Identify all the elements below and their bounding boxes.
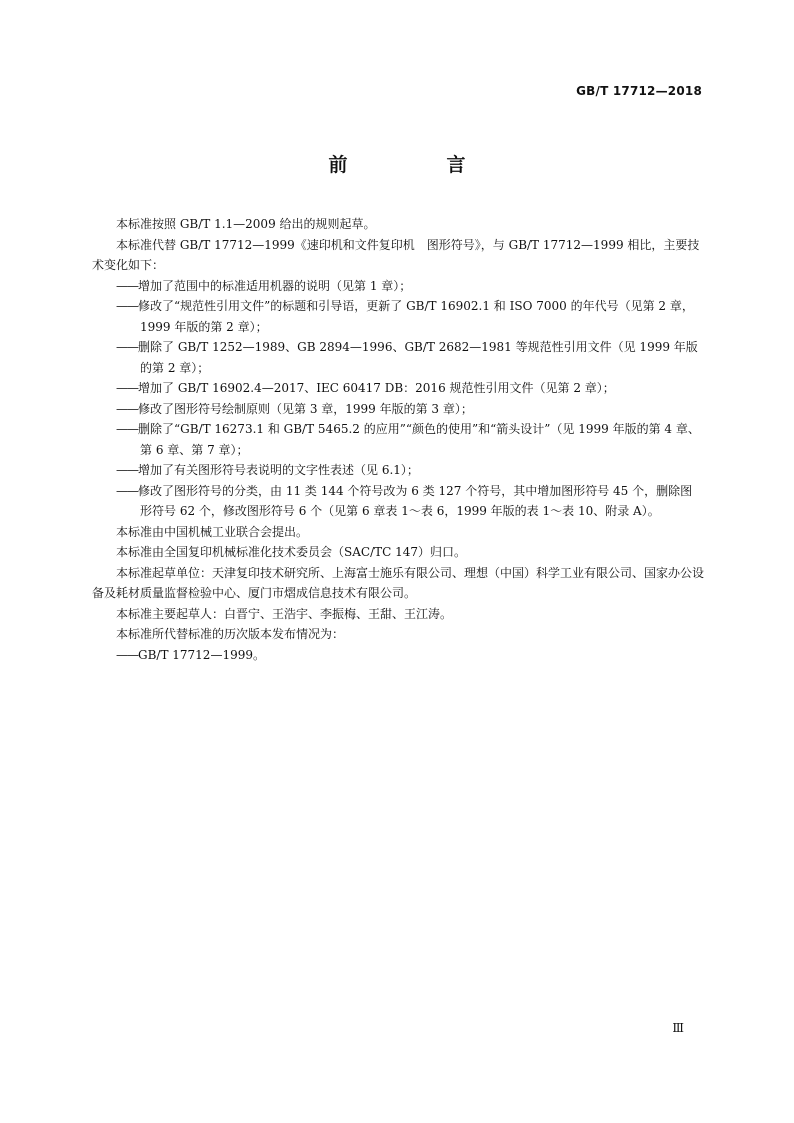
change-text: 修改了“规范性引用文件”的标题和引导语，更新了 GB/T 16902.1 和 ISO 7000 的年代号（见第 2 章，1999 年版的第 2 章）；	[138, 299, 694, 334]
standard-code: GB/T 17712—2018	[576, 84, 702, 98]
history-item	[92, 645, 704, 666]
change-item	[92, 378, 704, 399]
paragraph: 本标准主要起草人：白晋宁、王浩宇、李振梅、王甜、王江涛。	[116, 606, 453, 621]
paragraph: 本标准代替 GB/T 17712—1999《速印机和文件复印机 图形符号》，与 GB/T 17712—1999 相比，主要技术变化如下：	[92, 237, 700, 272]
preface-body	[92, 214, 704, 665]
history-text: GB/T 17712—1999。	[138, 647, 265, 662]
change-text: 增加了有关图形符号表说明的文字性表述（见 6.1）；	[138, 463, 419, 477]
dash-mark: ——	[116, 278, 138, 293]
change-text: 增加了 GB/T 16902.4—2017、IEC 60417 DB：2016 规范性引用文件（见第 2 章）；	[138, 381, 615, 395]
dash-mark: ——	[116, 299, 138, 313]
dash-mark: ——	[116, 381, 138, 395]
dash-mark: ——	[116, 401, 138, 416]
change-item	[92, 460, 704, 481]
page-number: Ⅲ	[672, 1021, 684, 1035]
paragraph: 本标准由全国复印机械标准化技术委员会（SAC/TC 147）归口。	[116, 545, 467, 559]
paragraph: 本标准所代替标准的历次版本发布情况为：	[116, 627, 345, 641]
page-title: 前 言	[328, 154, 506, 176]
change-item	[92, 296, 704, 337]
change-text: 删除了 GB/T 1252—1989、GB 2894—1996、GB/T 2682—1981 等规范性引用文件（见 1999 年版的第 2 章）；	[138, 340, 698, 375]
change-text: 修改了图形符号绘制原则（见第 3 章，1999 年版的第 3 章）；	[138, 401, 473, 416]
change-text: 删除了“GB/T 16273.1 和 GB/T 5465.2 的应用”“颜色的使用”和“箭头设计”（见 1999 年版的第 4 章、第 6 章、第 7 章）；	[138, 422, 700, 457]
change-item	[92, 276, 704, 297]
change-text: 修改了图形符号的分类，由 11 类 144 个符号改为 6 类 127 个符号，其中增加图形符号 45 个，删除图形符号 62 个，修改图形符号 6 个（见第 6 章表 1～表 6，1999 年版的表 1～表 10、附录 A）。	[138, 483, 693, 518]
change-item	[92, 481, 704, 522]
change-item	[92, 399, 704, 420]
change-text: 增加了范围中的标准适用机器的说明（见第 1 章）；	[138, 278, 412, 293]
dash-mark: ——	[116, 483, 138, 498]
dash-mark: ——	[116, 463, 138, 477]
dash-mark: ——	[116, 340, 138, 354]
paragraph: 本标准按照 GB/T 1.1—2009 给出的规则起草。	[116, 217, 376, 231]
paragraph: 本标准由中国机械工业联合会提出。	[116, 524, 309, 539]
change-item	[92, 337, 704, 378]
change-item	[92, 419, 704, 460]
dash-mark: ——	[116, 422, 138, 436]
dash-mark: ——	[116, 647, 138, 662]
paragraph: 本标准起草单位：天津复印技术研究所、上海富士施乐有限公司、理想（中国）科学工业有限公司、国家办公设备及耗材质量监督检验中心、厦门市熠成信息技术有限公司。	[92, 565, 705, 600]
